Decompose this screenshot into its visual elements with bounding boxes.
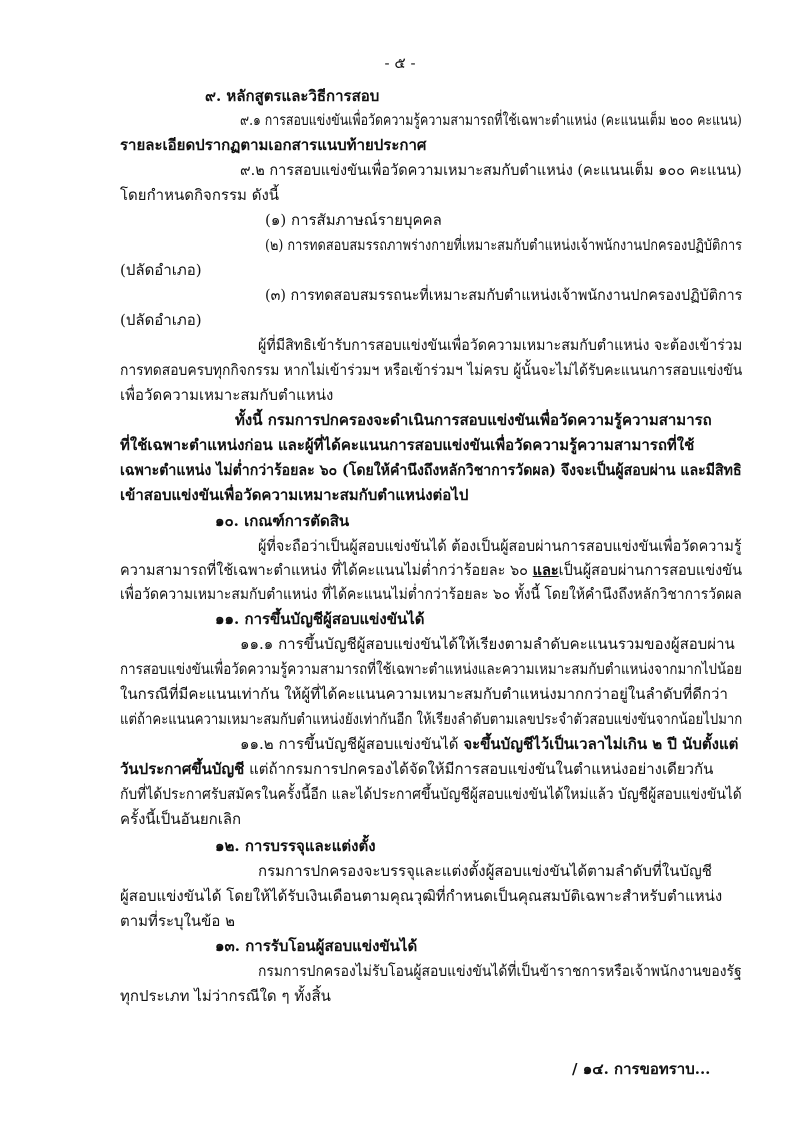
s13-line1: กรมการปกครองไม่รับโอนผู้สอบแข่งขันได้ที่เป็นข้าราชการหรือเจ้าพนักงานของรัฐ — [258, 962, 742, 980]
s9-p4-line1: ทั้งนี้ กรมการปกครองจะดำเนินการสอบแข่งขันเพื่อวัดความรู้ความสามารถ — [235, 411, 712, 429]
s11-p1-line1: ๑๑.๑ การขึ้นบัญชีผู้สอบแข่งขันได้ให้เรียงตามลำดับคะแนนรวมของผู้สอบผ่าน — [240, 635, 735, 653]
s11-p1-line4: แต่ถ้าคะแนนความเหมาะสมกับตำแหน่งยังเท่ากันอีก ให้เรียงลำดับตามเลขประจำตัวสอบแข่งขันจากน้อยไปมาก — [120, 710, 743, 728]
s9-item3-line1: (๓) การทดสอบสมรรถนะที่เหมาะสมกับตำแหน่งเจ้าพนักงานปกครองปฏิบัติการ — [265, 286, 743, 304]
s12-line3: ตามที่ระบุในข้อ ๒ — [120, 912, 236, 930]
s12-line2: ผู้สอบแข่งขันได้ โดยให้ได้รับเงินเดือนตามคุณวุฒิที่กำหนดเป็นคุณสมบัติเฉพาะสำหรับตำแหน่ง — [120, 887, 723, 905]
s9-p4-line2: ที่ใช้เฉพาะตำแหน่งก่อน และผู้ที่ได้คะแนนการสอบแข่งขันเพื่อวัดความรู้ความสามารถที่ใช้ — [120, 436, 695, 454]
section-12-heading: ๑๒. การบรรจุและแต่งตั้ง — [215, 837, 376, 855]
s9-item2-line2: (ปลัดอำเภอ) — [120, 261, 202, 279]
next-page-continuation: / ๑๔. การขอทราบ... — [572, 1060, 711, 1078]
s11-p2-line2-post: แต่ถ้ากรมการปกครองได้จัดให้มีการสอบแข่งขันในตำแหน่งอย่างเดียวกัน — [244, 760, 714, 778]
s12-line1: กรมการปกครองจะบรรจุและแต่งตั้งผู้สอบแข่งขันได้ตามลำดับที่ในบัญชี — [258, 862, 712, 880]
s9-p4-line3: เฉพาะตำแหน่ง ไม่ต่ำกว่าร้อยละ ๖๐ (โดยให้คำนึงถึงหลักวิชาการวัดผล) จึงจะเป็นผู้สอบผ่าน และมีสิทธิ — [120, 461, 742, 479]
s9-p2-line2: โดยกำหนดกิจกรรม ดังนี้ — [120, 186, 280, 204]
s9-p3-line3: เพื่อวัดความเหมาะสมกับตำแหน่ง — [120, 386, 334, 404]
s10-line2 — [120, 559, 742, 581]
s9-p2-line1: ๙.๒ การสอบแข่งขันเพื่อวัดความเหมาะสมกับตำแหน่ง (คะแนนเต็ม ๑๐๐ คะแนน) — [240, 161, 742, 179]
s11-p2-line4: ครั้งนี้เป็นอันยกเลิก — [120, 810, 242, 828]
s11-p2-line2 — [120, 758, 713, 780]
s10-line3: เพื่อวัดความเหมาะสมกับตำแหน่ง ที่ได้คะแนนไม่ต่ำกว่าร้อยละ ๖๐ ทั้งนี้ โดยให้คำนึงถึงหลักวิชาการวัดผล — [120, 585, 742, 603]
s9-p1-line1: ๙.๑ การสอบแข่งขันเพื่อวัดความรู้ความสามารถที่ใช้เฉพาะตำแหน่ง (คะแนนเต็ม ๒๐๐ คะแนน) — [240, 111, 742, 129]
s13-line2: ทุกประเภท ไม่ว่ากรณีใด ๆ ทั้งสิ้น — [120, 987, 331, 1005]
s11-p1-line3: ในกรณีที่มีคะแนนเท่ากัน ให้ผู้ที่ได้คะแนนความเหมาะสมกับตำแหน่งมากกว่าอยู่ในลำดับที่ดีกว่า — [120, 685, 728, 703]
s9-p3-line1: ผู้ที่มีสิทธิเข้ารับการสอบแข่งขันเพื่อวัดความเหมาะสมกับตำแหน่ง จะต้องเข้าร่วม — [258, 336, 743, 354]
s11-p1-line2: การสอบแข่งขันเพื่อวัดความรู้ความสามารถที่ใช้เฉพาะตำแหน่งและความเหมาะสมกับตำแหน่งจากมากไปน้อย — [120, 660, 742, 678]
s10-line2-pre: ความสามารถที่ใช้เฉพาะตำแหน่ง ที่ได้คะแนนไม่ต่ำกว่าร้อยละ ๖๐ — [120, 561, 533, 579]
s9-p4-line4: เข้าสอบแข่งขันเพื่อวัดความเหมาะสมกับตำแหน่งต่อไป — [120, 486, 469, 504]
s11-p2-line2-bold: วันประกาศขึ้นบัญชี — [120, 760, 245, 778]
section-13-heading: ๑๓. การรับโอนผู้สอบแข่งขันได้ — [215, 937, 418, 955]
s9-p3-line2: การทดสอบครบทุกกิจกรรม หากไม่เข้าร่วมฯ หรือเข้าร่วมฯ ไม่ครบ ผู้นั้นจะไม่ได้รับคะแนนการสอบแข่งขัน — [120, 361, 743, 379]
s9-item1: (๑) การสัมภาษณ์รายบุคคล — [265, 211, 442, 229]
section-11-heading: ๑๑. การขึ้นบัญชีผู้สอบแข่งขันได้ — [215, 610, 425, 628]
s11-p2-line1 — [240, 733, 738, 755]
s9-p1-line2: รายละเอียดปรากฏตามเอกสารแนบท้ายประกาศ — [120, 136, 427, 154]
section-9-heading: ๙. หลักสูตรและวิธีการสอบ — [205, 87, 380, 105]
s10-line1: ผู้ที่จะถือว่าเป็นผู้สอบแข่งขันได้ ต้องเป็นผู้สอบผ่านการสอบแข่งขันเพื่อวัดความรู้ — [258, 537, 742, 555]
s10-line2-underline: และ — [532, 561, 559, 579]
s11-p2-line3: กับที่ได้ประกาศรับสมัครในครั้งนี้อีก และได้ประกาศขึ้นบัญชีผู้สอบแข่งขันได้ใหม่แล้ว บัญชีผู้สอบแข่งขันได้ — [120, 785, 742, 803]
s9-item3-line2: (ปลัดอำเภอ) — [120, 311, 202, 329]
section-10-heading: ๑๐. เกณฑ์การตัดสิน — [215, 512, 350, 530]
s11-p2-line1-pre: ๑๑.๒ การขึ้นบัญชีผู้สอบแข่งขันได้ — [240, 735, 464, 753]
page-number: - ๕ - — [384, 54, 416, 72]
s10-line2-post: เป็นผู้สอบผ่านการสอบแข่งขัน — [558, 561, 742, 579]
s9-item2-line1: (๒) การทดสอบสมรรถภาพร่างกายที่เหมาะสมกับตำแหน่งเจ้าพนักงานปกครองปฏิบัติการ — [265, 236, 743, 254]
s11-p2-line1-bold: จะขึ้นบัญชีไว้เป็นเวลาไม่เกิน ๒ ปี นับตั้งแต่ — [463, 735, 739, 753]
